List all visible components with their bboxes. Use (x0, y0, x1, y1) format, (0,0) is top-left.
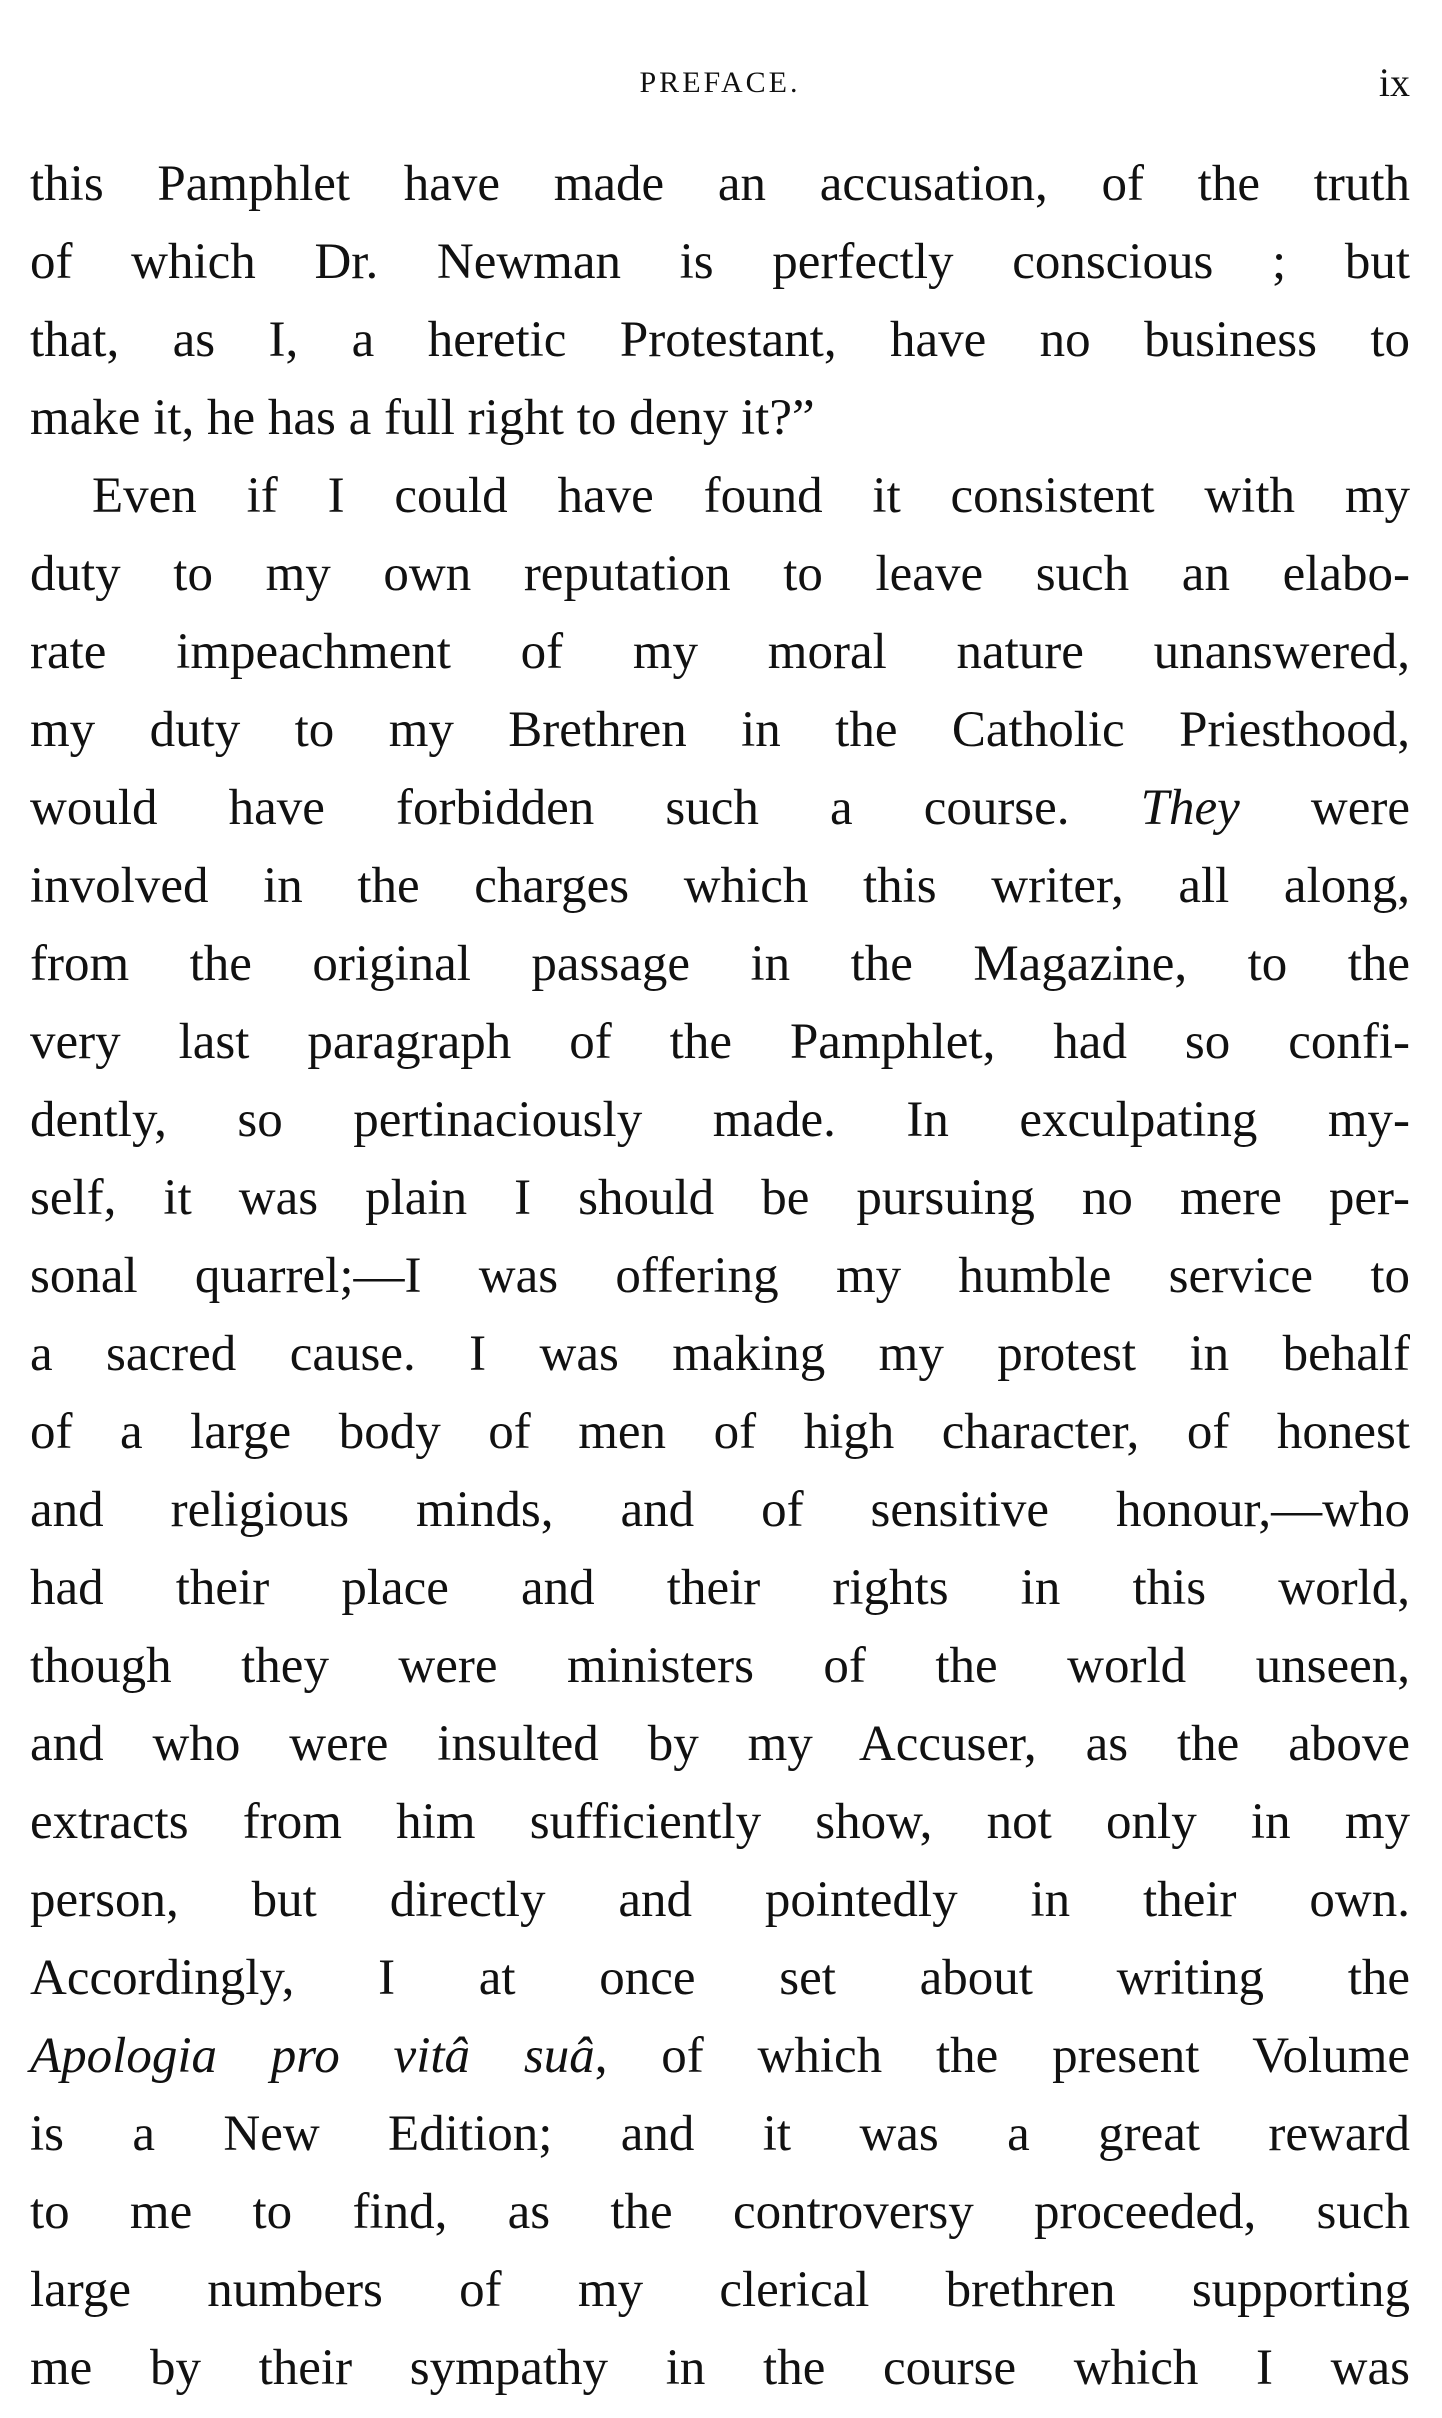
paragraph-first-line: Even if I could have found it consistent with my (92, 468, 1410, 524)
text-line: me by their sympathy in the course which I was (30, 2340, 1410, 2396)
book-title-italic: Apologia pro vitâ suâ (30, 2028, 595, 2084)
text-line: rate impeachment of my moral nature unanswered, (30, 624, 1410, 680)
text-segment: would have forbidden such a course. (30, 780, 1141, 836)
text-line: duty to my own reputation to leave such an elabo- (30, 546, 1410, 602)
text-line: self, it was plain I should be pursuing no mere per- (30, 1170, 1410, 1226)
running-head (30, 58, 1410, 108)
text-line: this Pamphlet have made an accusation, of the truth (30, 156, 1410, 212)
text-line: had their place and their rights in this world, (30, 1560, 1410, 1616)
text-line: of a large body of men of high character, of honest (30, 1404, 1410, 1460)
text-line: make it, he has a full right to deny it?” (30, 390, 815, 446)
text-line (30, 2017, 1410, 2095)
text-line: extracts from him sufficiently show, not only in my (30, 1794, 1410, 1850)
text-line: and religious minds, and of sensitive honour,—who (30, 1482, 1410, 1538)
text-line: Accordingly, I at once set about writing the (30, 1950, 1410, 2006)
text-line: though they were ministers of the world unseen, (30, 1638, 1410, 1694)
text-line: very last paragraph of the Pamphlet, had so confi- (30, 1014, 1410, 1070)
running-title: PREFACE. (639, 66, 801, 99)
text-line: that, as I, a heretic Protestant, have no business to (30, 312, 1410, 368)
body-text (30, 145, 1410, 2407)
text-segment: , of which the present Volume (594, 2028, 1410, 2084)
text-line: and who were insulted by my Accuser, as the above (30, 1716, 1410, 1772)
italic-emphasis: They (1140, 780, 1240, 836)
text-line: sonal quarrel;—I was offering my humble service to (30, 1248, 1410, 1304)
text-line: involved in the charges which this writer, all along, (30, 858, 1410, 914)
text-line (30, 769, 1410, 847)
text-line: is a New Edition; and it was a great reward (30, 2106, 1410, 2162)
text-line: a sacred cause. I was making my protest in behalf (30, 1326, 1410, 1382)
text-line: of which Dr. Newman is perfectly conscious ; but (30, 234, 1410, 290)
text-segment: were (1239, 780, 1410, 836)
text-line: to me to find, as the controversy proceeded, such (30, 2184, 1410, 2240)
text-line: from the original passage in the Magazine, to the (30, 936, 1410, 992)
text-line: my duty to my Brethren in the Catholic Priesthood, (30, 702, 1410, 758)
text-line: dently, so pertinaciously made. In exculpating my- (30, 1092, 1410, 1148)
text-line: large numbers of my clerical brethren supporting (30, 2262, 1410, 2318)
text-line: person, but directly and pointedly in their own. (30, 1872, 1410, 1928)
page-number: ix (1378, 60, 1410, 105)
